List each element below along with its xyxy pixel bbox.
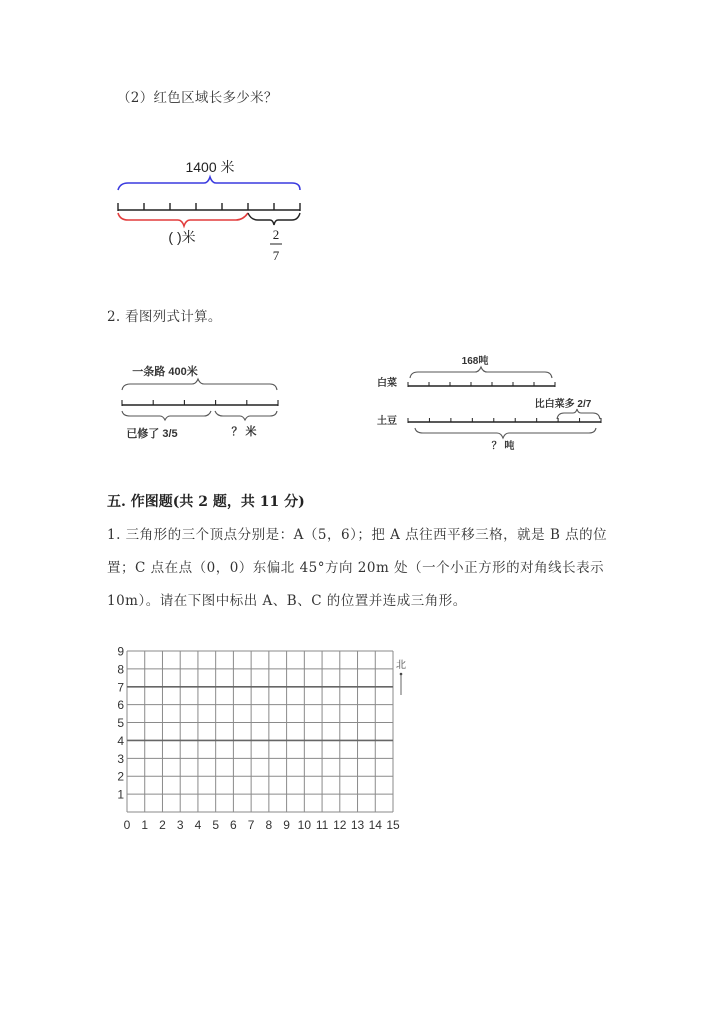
cabbage-weight-label: 168吨 [461, 356, 489, 367]
cabbage-brace [410, 367, 552, 378]
y-axis-labels [117, 645, 124, 802]
y-axis-label: 4 [117, 733, 124, 748]
potato-weight-label: ？ 吨 [491, 441, 515, 452]
x-axis-label: 2 [159, 818, 166, 832]
x-axis-label: 0 [123, 818, 131, 832]
road-total-label: 一条路 400米 [132, 366, 198, 378]
y-axis-label: 9 [117, 644, 124, 659]
x-axis-label: 3 [176, 818, 184, 832]
fraction-denominator: 7 [272, 248, 280, 263]
question-1-line-1: 1. 三角形的三个顶点分别是：A（5，6）；把 A 点往西平移三格，就是 B 点的位 [107, 527, 608, 543]
y-axis-label: 3 [117, 751, 124, 766]
remaining-label: ？ 米 [231, 426, 257, 438]
remaining-brace [215, 411, 277, 420]
bar-diagram-1400 [110, 150, 310, 270]
x-axis-label: 11 [315, 818, 329, 832]
x-axis-labels [124, 818, 400, 832]
produce-diagram [365, 345, 615, 455]
extra-brace [557, 409, 600, 419]
question-1-line-2: 置；C 点在点（0，0）东偏北 45°方向 20m 处（一个小正方形的对角线长表示 [107, 560, 605, 576]
x-axis-label: 7 [247, 818, 255, 832]
extra-fraction-label: 比白菜多 2/7 [534, 399, 592, 410]
question-1-text [107, 519, 622, 618]
x-axis-label: 8 [265, 818, 273, 832]
north-label: 北 [396, 660, 406, 671]
repaired-label: 已修了 3/5 [126, 428, 178, 440]
question-2-label: （2）红色区域长多少米？ [117, 90, 278, 106]
question-1-line-3: 10m）。请在下图中标出 A、B、C 的位置并连成三角形。 [107, 593, 467, 609]
y-axis-label: 2 [117, 769, 124, 784]
potato-brace [415, 428, 596, 438]
section-5-heading: 五. 作图题(共 2 题，共 11 分) [107, 494, 305, 510]
y-axis-label: 7 [117, 680, 124, 695]
y-axis-label: 8 [117, 662, 124, 677]
y-axis-label: 6 [117, 698, 124, 713]
x-axis-label: 4 [194, 818, 202, 832]
x-axis-label: 6 [230, 818, 237, 832]
y-axis-label: 1 [117, 787, 124, 802]
unknown-length-label: ( )米 [168, 229, 196, 245]
x-axis-label: 1 [141, 818, 149, 832]
red-brace [118, 213, 248, 226]
section-2-label: 2. 看图列式计算。 [107, 309, 222, 325]
x-axis-label: 15 [386, 818, 400, 832]
road-diagram [110, 355, 290, 445]
potato-label: 土豆 [377, 416, 397, 427]
x-axis-label: 10 [297, 818, 312, 832]
fraction-numerator: 2 [272, 227, 280, 242]
x-axis-label: 13 [350, 818, 365, 832]
coordinate-grid[interactable] [110, 640, 420, 840]
repaired-brace [122, 411, 211, 420]
x-axis-label: 12 [333, 818, 347, 832]
y-axis-label: 5 [117, 716, 124, 731]
black-brace [248, 213, 300, 225]
x-axis-label: 5 [212, 818, 220, 832]
road-total-brace [122, 379, 277, 390]
x-axis-label: 14 [368, 818, 382, 832]
grid-lines [127, 651, 393, 812]
x-axis-label: 9 [283, 818, 290, 832]
total-brace [118, 177, 300, 190]
total-length-label: 1400 米 [185, 159, 235, 175]
cabbage-label: 白菜 [377, 378, 397, 389]
